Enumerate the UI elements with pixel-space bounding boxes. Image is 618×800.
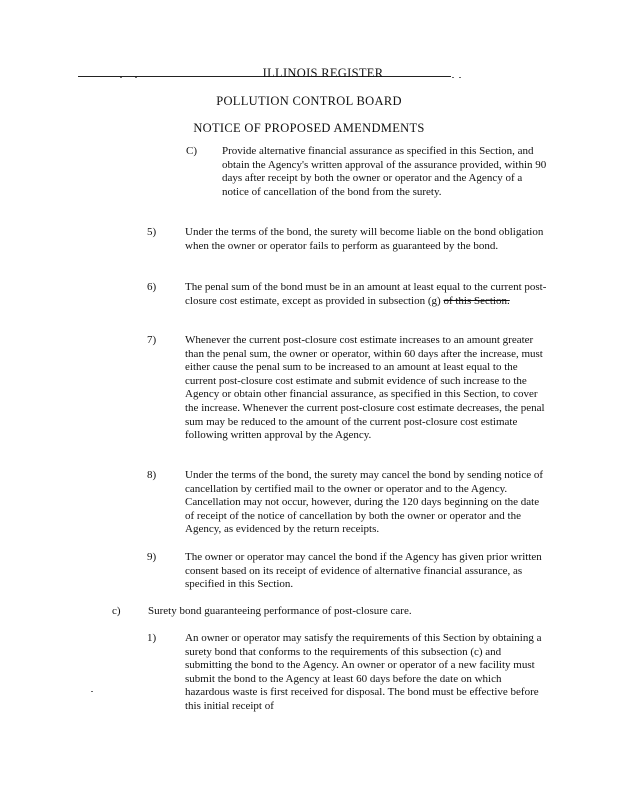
item-label: 6)	[147, 281, 157, 293]
item-label: 7)	[147, 334, 157, 346]
item-text-main: The penal sum of the bond must be in an amount at least equal to the current post-closure cost estimate, except as provided in subsection (g)	[185, 281, 547, 307]
item-text	[185, 281, 547, 308]
item-label: 9)	[147, 551, 157, 563]
board-title: POLLUTION CONTROL BOARD	[216, 94, 402, 108]
item-text: Whenever the current post-closure cost estimate increases to an amount greater than the penal sum, the owner or operator, within 60 days after the increase, must either cause the penal sum to be increased to an amount at least equal to the current post-closure cost estimate and submit evidence of such increase to the Agency or obtain other financial assurance, as specified in this Section, to cover the increase. Whenever the current post-closure cost estimate decreases, the penal sum may be reduced to the amount of the current post-closure cost estimate following written approval by the Agency.	[185, 334, 545, 442]
item-label: 8)	[147, 469, 157, 481]
item-text: The owner or operator may cancel the bond if the Agency has given prior written consent based on its receipt of evidence of alternative financial assurance, as specified in this Section.	[185, 551, 542, 591]
scan-speck	[91, 691, 93, 692]
item-label: 5)	[147, 226, 157, 238]
notice-title: NOTICE OF PROPOSED AMENDMENTS	[193, 121, 425, 135]
register-title: ILLINOIS REGISTER	[262, 66, 384, 80]
item-label: 1)	[147, 632, 157, 644]
item-text: Provide alternative financial assurance as specified in this Section, and obtain the Agency's written approval of the assurance provided, within 90 days after receipt by both the owner or operator and the Agency of a notice of cancellation of the bond from the surety.	[222, 145, 547, 198]
item-label: C)	[186, 145, 197, 157]
item-text: An owner or operator may satisfy the requirements of this Section by obtaining a surety bond that conforms to the requirements of this subsection (c) and submitting the bond to the Agency. An owner or operator of a new facility must submit the bond to the Agency at least 60 days before the date on which hazardous waste is first received for disposal. The bond must be effective before this initial receipt of	[185, 632, 542, 712]
deleted-text: of this Section.	[443, 294, 510, 307]
item-label: c)	[112, 605, 121, 617]
item-text: Under the terms of the bond, the surety may cancel the bond by sending notice of cancellation by certified mail to the owner or operator and to the Agency. Cancellation may not occur, however, during the 120 days beginning on the date of receipt of the notice of cancellation by both the owner or operator and the Agency, as evidenced by the return receipts.	[185, 469, 544, 536]
item-text: Surety bond guaranteeing performance of post-closure care.	[148, 605, 412, 617]
item-text: Under the terms of the bond, the surety will become liable on the bond obligation when the owner or operator fails to perform as guaranteed by the bond.	[185, 226, 544, 252]
